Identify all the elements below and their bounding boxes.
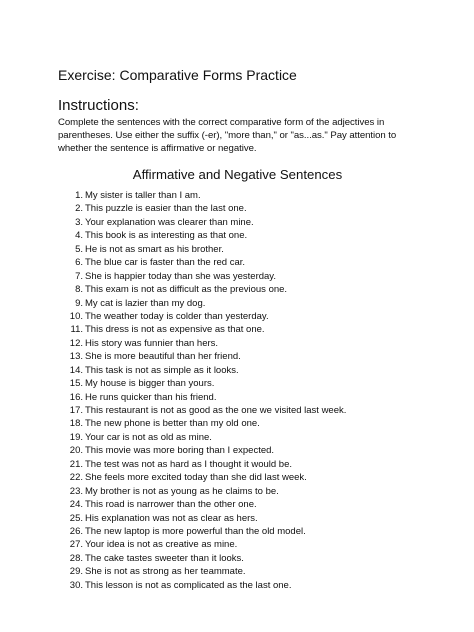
sentence-number: 10. <box>69 310 83 322</box>
sentence-text: The test was not as hard as I thought it would be. <box>85 458 293 470</box>
sentence-number: 25. <box>69 512 83 524</box>
sentence-item-20 <box>58 444 346 457</box>
sentence-text: He is not as smart as his brother. <box>85 243 224 255</box>
sentence-item-3 <box>58 216 346 229</box>
sentence-number: 24. <box>69 499 83 511</box>
sentence-text: He runs quicker than his friend. <box>85 391 217 403</box>
sentence-item-5 <box>58 243 346 256</box>
sentence-item-21 <box>58 458 346 471</box>
sentence-item-22 <box>58 471 346 484</box>
sentence-number: 13. <box>69 351 83 363</box>
sentence-text: She is happier today than she was yesterday. <box>85 270 276 282</box>
sentence-text: This book is as interesting as that one. <box>85 230 248 242</box>
sentence-text: My cat is lazier than my dog. <box>85 297 206 309</box>
sentence-text: The weather today is colder than yesterday. <box>85 310 269 322</box>
sentence-text: The cake tastes sweeter than it looks. <box>85 552 244 564</box>
sentence-item-8 <box>58 283 346 296</box>
sentence-number: 6. <box>75 257 83 269</box>
sentence-item-7 <box>58 270 346 283</box>
sentence-number: 23. <box>69 485 83 497</box>
sentence-item-13 <box>58 350 346 363</box>
sentence-text: She is not as strong as her teammate. <box>85 566 246 578</box>
sentence-item-14 <box>58 364 346 377</box>
sentence-number: 22. <box>69 472 83 484</box>
sentence-text: My sister is taller than I am. <box>85 190 201 201</box>
sentence-item-25 <box>58 512 346 525</box>
sentence-item-28 <box>58 552 346 565</box>
sentence-number: 29. <box>69 566 83 578</box>
sentence-number: 14. <box>69 364 83 376</box>
sentence-number: 30. <box>69 579 83 591</box>
sentence-item-12 <box>58 337 346 350</box>
sentence-number: 26. <box>69 525 83 537</box>
sentence-item-30 <box>58 579 346 592</box>
sentence-text: This restaurant is not as good as the one we visited last week. <box>85 405 347 416</box>
sentence-number: 15. <box>69 378 83 390</box>
sentence-text: She feels more excited today than she did last week. <box>85 472 307 484</box>
sentence-number: 12. <box>69 337 83 349</box>
sentence-number: 8. <box>75 284 83 296</box>
sentence-item-4 <box>58 229 346 242</box>
sentence-item-1 <box>58 189 346 202</box>
sentence-text: His explanation was not as clear as hers. <box>85 512 258 524</box>
sentence-item-26 <box>58 525 346 538</box>
sentence-number: 19. <box>69 431 83 443</box>
sentence-text: This puzzle is easier than the last one. <box>85 203 247 215</box>
sentence-number: 3. <box>75 216 83 228</box>
sentence-text: His story was funnier than hers. <box>85 337 219 349</box>
sentence-number: 2. <box>75 203 83 215</box>
sentence-list <box>58 189 346 592</box>
sentence-text: This dress is not as expensive as that one. <box>85 324 265 336</box>
sentence-number: 9. <box>75 297 83 309</box>
sentence-text: This task is not as simple as it looks. <box>85 364 239 376</box>
sentence-item-29 <box>58 565 346 578</box>
sentence-item-18 <box>58 417 346 430</box>
sentence-item-10 <box>58 310 346 323</box>
sentence-number: 4. <box>75 230 83 242</box>
instructions-text: Complete the sentences with the correct comparative form of the adjectives in parentheses. Use either the suffix (-er), "more than," or "as...as." Pay attention to whether the sentence is affirmative or negative. <box>58 117 397 154</box>
sentence-text: My house is bigger than yours. <box>85 378 215 390</box>
sentence-item-24 <box>58 498 346 511</box>
sentence-item-11 <box>58 323 346 336</box>
sentence-text: This road is narrower than the other one. <box>85 499 257 511</box>
sentence-number: 27. <box>69 539 83 551</box>
sentence-number: 28. <box>69 552 83 564</box>
sentence-number: 21. <box>69 458 83 470</box>
sentence-number: 20. <box>69 445 83 457</box>
sentence-text: The new laptop is more powerful than the old model. <box>85 525 306 537</box>
sentence-text: Your idea is not as creative as mine. <box>85 539 238 551</box>
sentence-text: This lesson is not as complicated as the last one. <box>85 579 292 591</box>
sentence-text: She is more beautiful than her friend. <box>85 351 241 363</box>
sentence-number: 16. <box>69 391 83 403</box>
sentence-item-15 <box>58 377 346 390</box>
sentence-item-9 <box>58 297 346 310</box>
sentence-text: The blue car is faster than the red car. <box>85 257 246 269</box>
sentence-item-17 <box>58 404 346 417</box>
sentence-text: The new phone is better than my old one. <box>85 418 260 430</box>
sentence-item-6 <box>58 256 346 269</box>
sentence-text: This movie was more boring than I expected. <box>85 445 275 457</box>
sentence-text: My brother is not as young as he claims to be. <box>85 485 279 497</box>
sentence-item-16 <box>58 391 346 404</box>
sentence-item-27 <box>58 538 346 551</box>
sentence-text: This exam is not as difficult as the previous one. <box>85 284 288 296</box>
sentence-number: 7. <box>75 270 83 282</box>
sentence-number: 18. <box>69 418 83 430</box>
sentence-item-2 <box>58 202 346 215</box>
section-heading: Affirmative and Negative Sentences <box>132 167 343 182</box>
sentence-text: Your car is not as old as mine. <box>85 431 212 443</box>
sentence-text: Your explanation was clearer than mine. <box>85 216 254 228</box>
sentence-number: 17. <box>69 405 83 416</box>
sentence-number: 1. <box>75 190 83 201</box>
sentence-item-19 <box>58 431 346 444</box>
sentence-number: 11. <box>70 324 83 336</box>
document-title: Exercise: Comparative Forms Practice <box>58 67 297 83</box>
sentence-item-23 <box>58 485 346 498</box>
sentence-number: 5. <box>75 243 83 255</box>
instructions-heading: Instructions: <box>58 97 139 114</box>
